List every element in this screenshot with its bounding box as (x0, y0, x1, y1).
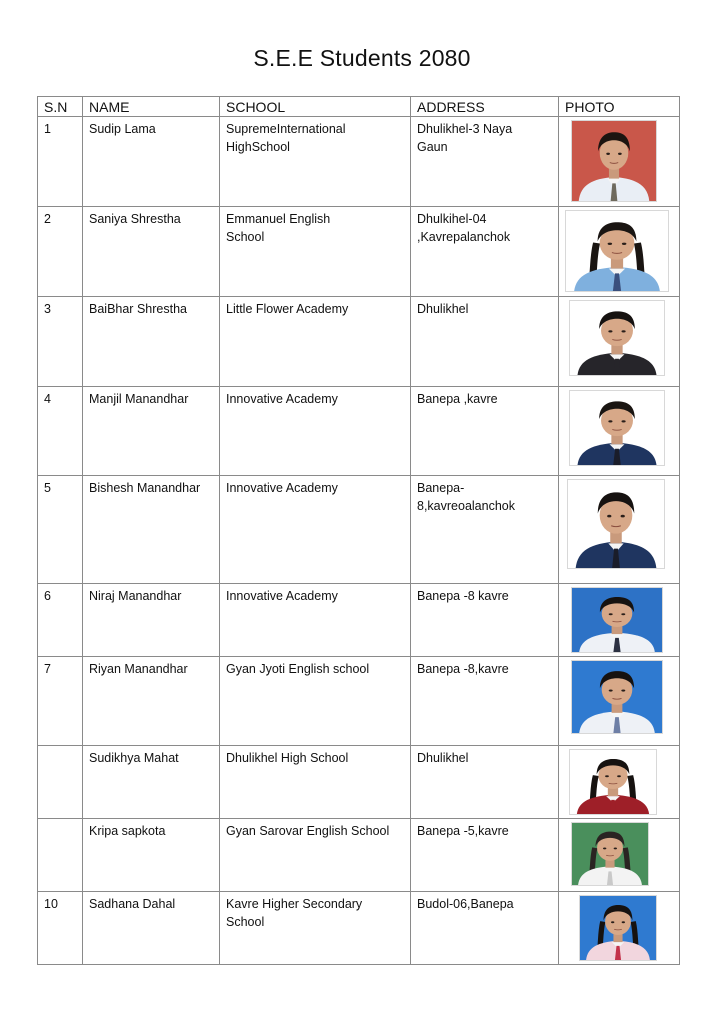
student-photo-icon (569, 390, 665, 466)
header-school: SCHOOL (220, 97, 411, 117)
cell-name (83, 892, 220, 965)
cell-address-text: Dhulikhel (417, 302, 469, 316)
cell-name-text: BaiBhar Shrestha (89, 302, 187, 316)
student-photo-icon (571, 587, 663, 653)
cell-sn (38, 746, 83, 819)
cell-address-text: Banepa -8,kavre (417, 662, 509, 676)
cell-sn-text: 10 (44, 897, 58, 911)
cell-school-text: Dhulikhel High School (226, 751, 349, 765)
table-row (38, 297, 680, 387)
cell-sn (38, 819, 83, 892)
cell-sn (38, 387, 83, 476)
cell-address-text: Banepa- 8,kavreoalanchok (417, 481, 515, 513)
header-address: ADDRESS (411, 97, 559, 117)
cell-address (411, 892, 559, 965)
cell-address (411, 117, 559, 207)
cell-school-text: SupremeInternational HighSchool (226, 122, 346, 154)
cell-sn (38, 117, 83, 207)
cell-school (220, 297, 411, 387)
table-header-row (38, 97, 680, 117)
cell-name (83, 117, 220, 207)
cell-school (220, 746, 411, 819)
cell-photo (559, 476, 680, 584)
table-row (38, 892, 680, 965)
cell-name (83, 746, 220, 819)
cell-address (411, 207, 559, 297)
cell-school-text: Innovative Academy (226, 589, 338, 603)
cell-school-text: Little Flower Academy (226, 302, 349, 316)
cell-name-text: Kripa sapkota (89, 824, 166, 838)
cell-name (83, 819, 220, 892)
cell-name-text: Sudikhya Mahat (89, 751, 179, 765)
student-photo-icon (567, 479, 665, 569)
cell-name (83, 387, 220, 476)
cell-name (83, 297, 220, 387)
cell-photo (559, 584, 680, 657)
students-table-body (38, 117, 680, 965)
cell-photo (559, 207, 680, 297)
student-photo-icon (565, 210, 669, 292)
table-row (38, 746, 680, 819)
cell-sn-text: 5 (44, 481, 51, 495)
cell-photo (559, 387, 680, 476)
cell-address-text: Banepa -5,kavre (417, 824, 509, 838)
header-photo: PHOTO (559, 97, 680, 117)
cell-name-text: Niraj Manandhar (89, 589, 182, 603)
cell-sn-text: 4 (44, 392, 51, 406)
cell-sn-text: 1 (44, 122, 51, 136)
cell-address (411, 476, 559, 584)
student-photo-icon (569, 749, 657, 815)
table-row (38, 584, 680, 657)
cell-school (220, 476, 411, 584)
student-photo-icon (569, 300, 665, 376)
table-row (38, 207, 680, 297)
header-sn: S.N (38, 97, 83, 117)
cell-sn (38, 476, 83, 584)
cell-school (220, 207, 411, 297)
cell-sn (38, 584, 83, 657)
table-row (38, 117, 680, 207)
student-photo-icon (579, 895, 657, 961)
cell-school-text: Gyan Sarovar English School (226, 824, 390, 838)
cell-school-text: Innovative Academy (226, 481, 338, 495)
cell-address (411, 819, 559, 892)
cell-school-text: Emmanuel English School (226, 212, 331, 244)
cell-name-text: Riyan Manandhar (89, 662, 188, 676)
cell-photo (559, 297, 680, 387)
cell-address-text: Banepa -8 kavre (417, 589, 509, 603)
cell-address (411, 584, 559, 657)
cell-school (220, 387, 411, 476)
cell-photo (559, 892, 680, 965)
cell-address-text: Banepa ,kavre (417, 392, 498, 406)
cell-school-text: Gyan Jyoti English school (226, 662, 370, 676)
student-photo-icon (571, 660, 663, 734)
cell-name (83, 207, 220, 297)
cell-address-text: Dhulikhel (417, 751, 469, 765)
cell-address-text: Dhulkihel-04 ,Kavrepalanchok (417, 212, 511, 244)
document-title: S.E.E Students 2080 (253, 45, 471, 71)
cell-school (220, 657, 411, 746)
student-photo-icon (571, 120, 657, 202)
cell-address (411, 657, 559, 746)
cell-address (411, 387, 559, 476)
cell-name-text: Sadhana Dahal (89, 897, 176, 911)
cell-address-text: Dhulikhel-3 Naya Gaun (417, 122, 513, 154)
cell-sn-text: 2 (44, 212, 51, 226)
cell-school (220, 892, 411, 965)
cell-sn (38, 297, 83, 387)
header-name: NAME (83, 97, 220, 117)
students-table (37, 96, 680, 965)
cell-sn (38, 892, 83, 965)
table-row (38, 657, 680, 746)
cell-sn (38, 657, 83, 746)
cell-school (220, 584, 411, 657)
cell-photo (559, 117, 680, 207)
table-row (38, 819, 680, 892)
table-row (38, 476, 680, 584)
cell-sn (38, 207, 83, 297)
student-photo-icon (571, 822, 649, 886)
cell-name-text: Saniya Shrestha (89, 212, 181, 226)
cell-sn-text: 7 (44, 662, 51, 676)
cell-name (83, 657, 220, 746)
cell-sn-text: 6 (44, 589, 51, 603)
cell-name (83, 476, 220, 584)
cell-name (83, 584, 220, 657)
cell-school-text: Kavre Higher Secondary School (226, 897, 363, 929)
cell-name-text: Bishesh Manandhar (89, 481, 201, 495)
cell-address (411, 297, 559, 387)
cell-address (411, 746, 559, 819)
cell-school-text: Innovative Academy (226, 392, 338, 406)
table-row (38, 387, 680, 476)
cell-school (220, 117, 411, 207)
cell-address-text: Budol-06,Banepa (417, 897, 514, 911)
cell-photo (559, 657, 680, 746)
cell-sn-text: 3 (44, 302, 51, 316)
cell-photo (559, 746, 680, 819)
cell-name-text: Manjil Manandhar (89, 392, 189, 406)
cell-school (220, 819, 411, 892)
cell-photo (559, 819, 680, 892)
cell-name-text: Sudip Lama (89, 122, 156, 136)
